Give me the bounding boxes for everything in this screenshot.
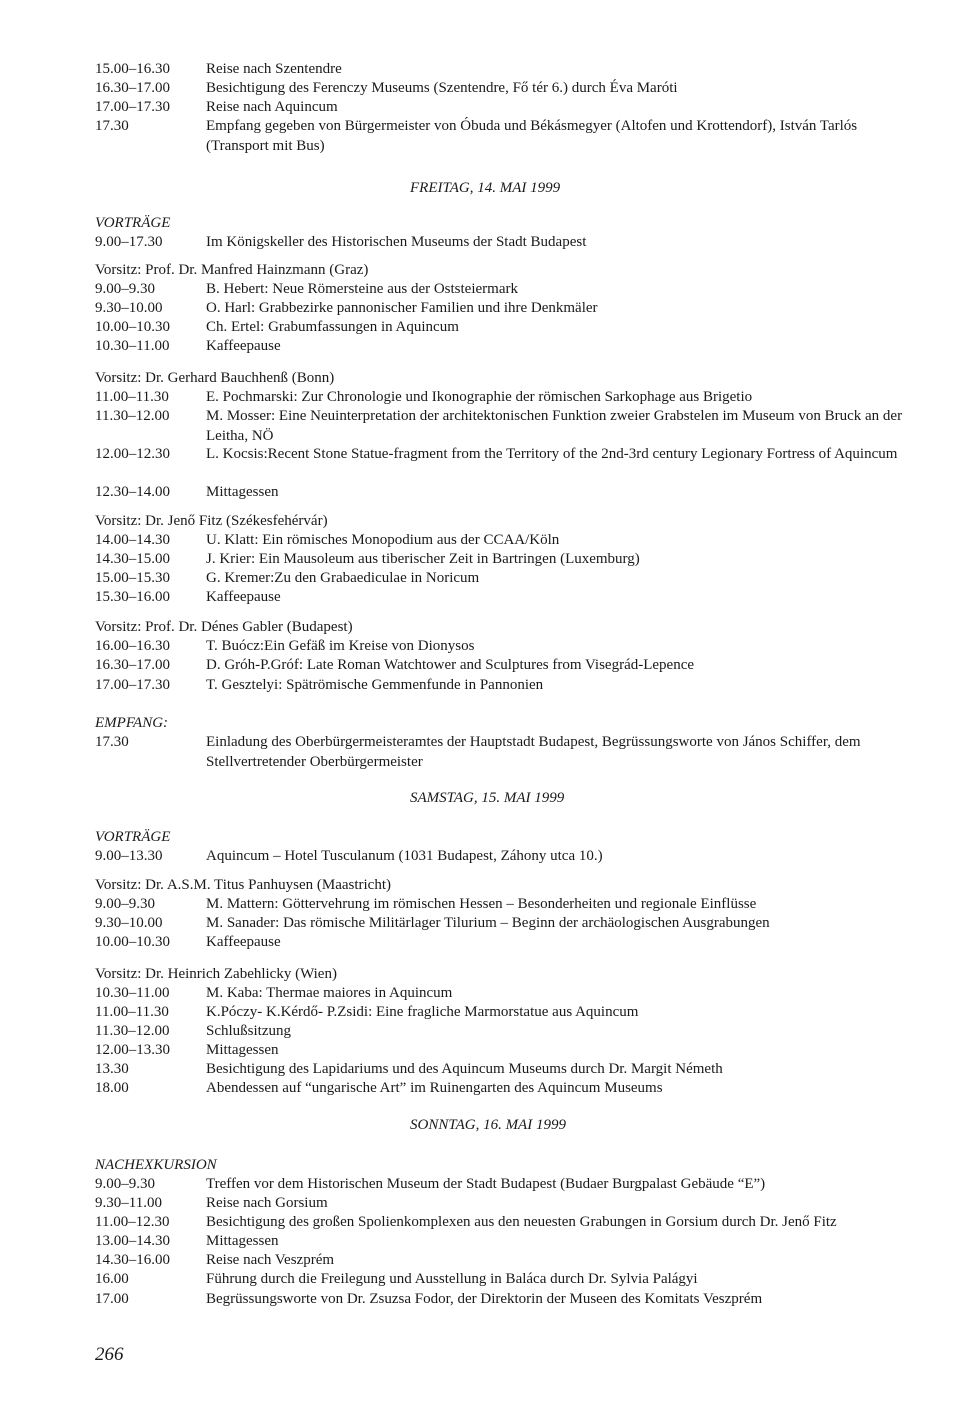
document-page: 15.00–16.30 Reise nach Szentendre 16.30–17.00 Besichtigung des Ferenczy Museums (Szentendre, Fő tér 6.) durch Éva Maróti 17.00–17.30 Reise nach Aquincum 17.30 Empfang gegeben von Bürgermeister von Óbuda und Békásmegyer (Altofen und Krottendorf), István Tarlós (Transport mit Bus) FREITAG, 14. MAI 1999 VORTRÄGE 9.00–17.30 Im Königskeller des Historischen Museums der Stadt Budapest Vorsitz: Prof. Dr. Manfred Hainzmann (Graz) 9.00–9.30 B. Hebert: Neue Römersteine aus der Oststeiermark 9.30–10.00 O. Harl: Grabbezirke pannonischer Familien und ihre Denkmäler 10.00–10.30 Ch. Ertel: Grabumfassungen in Aquincum 10.30–11.00 Kaffeepause Vorsitz: Dr. Gerhard Bauchhenß (Bonn) 11.00–11.30 E. Pochmarski: Zur Chronologie und Ikonographie der römischen Sarkophage aus Brigetio 11.30–12.00 M. Mosser: Eine Neuinterpretation der architektonischen Funktion zweier Grabstelen im Museum von Bruck an der Leitha, NÖ 12.00–12.30 L. Kocsis:Recent Stone Statue-fragment from the Territory of the 2nd-3rd century Legionary Fortress of Aquincum 12.30–14.00 Mittagessen Vorsitz: Dr. Jenő Fitz (Székesfehérvár) 14.00–14.30 U. Klatt: Ein römisches Monopodium aus der CCAA/Köln 14.30–15.00 J. Krier: Ein Mausoleum aus tiberischer Zeit in Bartringen (Luxemburg) 15.00–15.30 G. Kremer:Zu den Grabaediculae in Noricum 15.30–16.00 Kaffeepause Vorsitz: Prof. Dr. Dénes Gabler (Budapest) 16.00–16.30 T. Buócz:Ein Gefäß im Kreise von Dionysos 16.30–17.00 D. Gróh-P.Gróf: Late Roman Watchtower and Sculptures from Visegrád-Lepence 17.00–17.30 T. Gesztelyi: Spätrömische Gemmenfunde in Pannonien EMPFANG: 17.30 Einladung des Oberbürgermeisteramtes der Hauptstadt Budapest, Begrüssungsworte von János Schiffer, dem Stellvertretender Oberbürgermeister SAMSTAG, 15. MAI 1999 VORTRÄGE 9.00–13.30 Aquincum – Hotel Tusculanum (1031 Budapest, Záhony utca 10.) Vorsitz: Dr. A.S.M. Titus Panhuysen (Maastricht) 9.00–9.30 M. Mattern: Göttervehrung im römischen Hessen – Besonderheiten und regionale Einflüsse 9.30–10.00 M. Sanader: Das römische Militärlager Tilurium – Beginn der archäologischen Ausgrabungen 10.00–10.30 Kaffeepause Vorsitz: Dr. Heinrich Zabehlicky (Wien) 10.30–11.00 M. Kaba: Thermae maiores in Aquincum 11.00–11.30 K.Póczy- K.Kérdő- P.Zsidi: Eine fragliche Marmorstatue aus Aquincum 11.30–12.00 Schlußsitzung 12.00–13.30 Mittagessen 13.30 Besichtigung des Lapidariums und des Aquincum Museums durch Dr. Margit Németh 18.00 Abendessen auf “ungarische Art” im Ruinengarten des Aquincum Museums SONNTAG, 16. MAI 1999 NACHEXKURSION 9.00–9.30 Treffen vor dem Historischen Museum der Stadt Budapest (Budaer Burgpalast Gebäude “E”) 9.30–11.00 Reise nach Gorsium 11.00–12.30 Besichtigung des großen Spolienkomplexen aus den neuesten Grabungen in Gorsium durch Dr. Jenő Fitz 13.00–14.30 Mittagessen 14.30–16.00 Reise nach Veszprém 16.00 Führung durch die Freilegung und Ausstellung in Baláca durch Dr. Sylvia Palágyi 17.00 Begrüssungsworte von Dr. Zsuzsa Fodor, der Direktorin der Museen des Komitats Veszprém 266 bbox=[95, 61, 903, 1365]
day-heading-friday: FREITAG, 14. MAI 1999 bbox=[410, 180, 561, 196]
day-heading-sunday: SONNTAG, 16. MAI 1999 bbox=[410, 1117, 566, 1133]
page-number: 266 bbox=[95, 1344, 124, 1365]
day-heading-saturday: SAMSTAG, 15. MAI 1999 bbox=[410, 790, 565, 806]
